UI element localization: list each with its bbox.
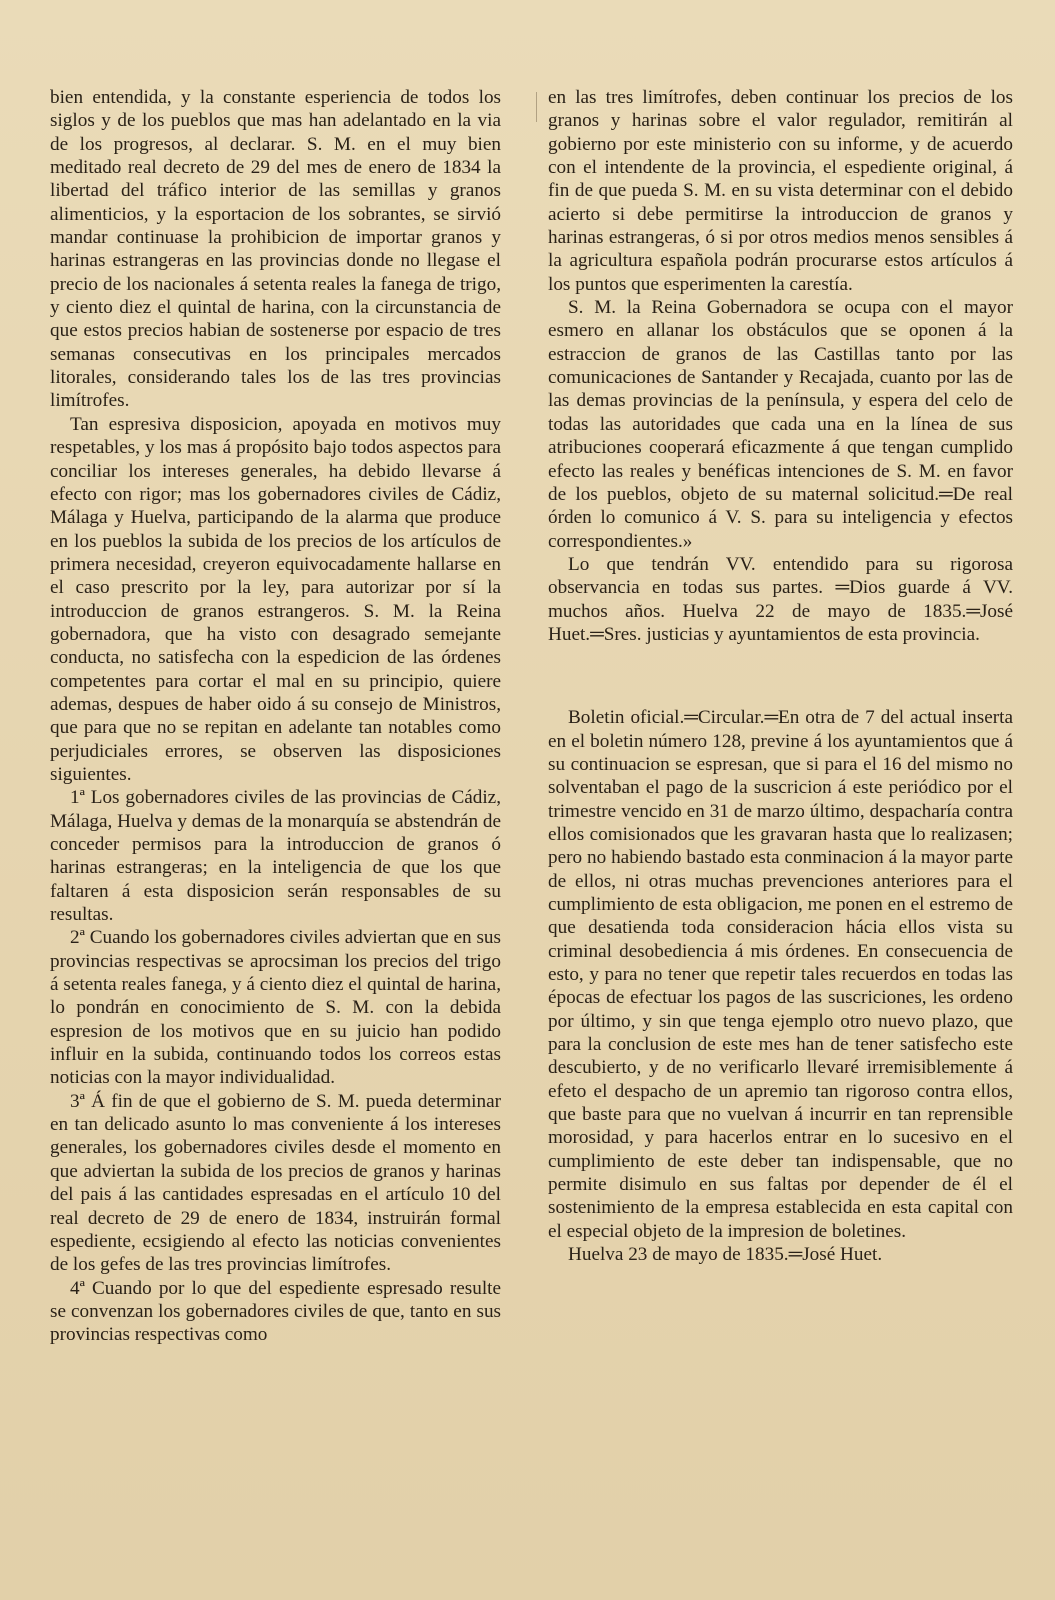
right-column [548,86,1013,1267]
paragraph: en las tres limítrofes, deben continuar los precios de los granos y harinas sobre el valor regulador, remitirán al gobierno por este ministerio con su informe, y de acuerdo con el intendente de la provincia, el espediente original, á fin de que pueda S. M. en su vista determinar con el debido acierto si debe permitirse la introduccion de granos y harinas estrangeras, ó si por otros medios menos sensibles á la agricultura española podrán procurarse estos artículos á los puntos que esperimenten la carestía. [548,87,1013,295]
left-column [50,86,501,1347]
section-gap [548,646,1013,706]
paragraph: Tan espresiva disposicion, apoyada en motivos muy respetables, y los mas á propósito bajo todos aspectos para conciliar los intereses generales, ha debido llevarse á efecto con rigor; mas los gobernadores civiles de Cádiz, Málaga y Huelva, participando de la alarma que produce en los pueblos la subida de los precios de los artículos de primera necesidad, creyeron equivocadamente hallarse en el caso prescrito por la ley, para autorizar por sí la introduccion de granos estrangeros. S. M. la Reina gobernadora, que ha visto con desagrado semejante conducta, no satisfecha con la espedicion de las órdenes competentes para cortar el mal en su principio, quiere ademas, despues de haber oido á su consejo de Ministros, que para que no se repitan en adelante tan notables como perjudiciales errores, se observen las disposiciones siguientes. [50,413,501,785]
paragraph: Lo que tendrán VV. entendido para su rigorosa observancia en todas sus partes. ═Dios guarde á VV. muchos años. Huelva 22 de mayo de 1835.═José Huet.═Sres. justicias y ayuntamientos de esta provincia. [548,553,1013,645]
paragraph: bien entendida, y la constante esperiencia de todos los siglos y de los pueblos que mas han adelantado en la via de los progresos, al declarar. S. M. en el muy bien meditado real decreto de 29 del mes de enero de 1834 la libertad del tráfico interior de las semillas y granos alimenticios, y la esportacion de los sobrantes, se sirvió mandar continuase la prohibicion de importar granos y harinas estrangeras en las provincias donde no llegase el precio de los nacionales á setenta reales la fanega de trigo, y ciento diez el quintal de harina, con la circunstancia de que estos precios habian de sostenerse por espacio de tres semanas consecutivas en los principales mercados litorales, considerando tales los de las tres provincias limítrofes. [50,87,501,412]
paragraph: S. M. la Reina Gobernadora se ocupa con el mayor esmero en allanar los obstáculos que se oponen á la estraccion de granos de las Castillas tanto por las comunicaciones de Santander y Recajada, cuanto por las de las demas provincias de la península, y espera del celo de todas las autoridades que cada una en la línea de sus atribuciones cooperará eficazmente á que tengan cumplido efecto las reales y benéficas intenciones de S. M. en favor de los pueblos, objeto de su maternal solicitud.═De real órden lo comunico á V. S. para su inteligencia y efectos correspondientes.» [548,297,1013,552]
signature-line: Huelva 23 de mayo de 1835.═José Huet. [568,1244,883,1266]
article-4: 4ª Cuando por lo que del espediente espresado resulte se convenzan los gobernadores civiles de que, tanto en sus provincias respectivas como [50,1277,501,1346]
circular-paragraph: Boletin oficial.═Circular.═En otra de 7 del actual inserta en el boletin número 128, previne á los ayuntamientos que á su continuacion se espresan, que si para el 16 del mismo no solventaban el pago de la suscricion á este periódico por el trimestre vencido en 31 de marzo último, despacharía contra ellos comisionados que les gravaran hasta que lo realizasen; pero no habiendo bastado esta conminacion á la mayor parte de ellos, ni otras muchas prevenciones anteriores para el cumplimiento de esta obligacion, me ponen en el estremo de que desatienda toda consideracion hácia ellos vista su criminal desobediencia á mis órdenes. En consecuencia de esto, y para no tener que repetir tales recuerdos en todas las épocas de efectuar los pagos de las suscriciones, les ordeno por último, y sin que tenga ejemplo otro nuevo plazo, que para la conclusion de este mes han de tener satisfecho este descubierto, y de no verificarlo llevaré irremisiblemente á efeto el despacho de un apremio tan rigoroso contra ellos, que baste para que no vuelvan á incurrir en tan reprensible morosidad, y para hacerlos entrar en lo sucesivo en el cumplimiento de este deber tan indispensable, que no permite disimulo en sus faltas por depender de él el sostenimiento de la empresa establecida en esta capital con el especial objeto de la impresion de boletines. [548,707,1013,1242]
article-2: 2ª Cuando los gobernadores civiles adviertan que en sus provincias respectivas se aprocsiman los precios del trigo á setenta reales fanega, y á ciento diez el quintal de harina, lo pondrán en conocimiento de S. M. con la debida espresion de los motivos que en su juicio han podido influir en la subida, continuando todos los correos estas noticias con la mayor individualidad. [50,927,501,1089]
column-divider [536,92,537,122]
article-3: 3ª Á fin de que el gobierno de S. M. pueda determinar en tan delicado asunto lo mas conveniente á los intereses generales, los gobernadores civiles desde el momento en que adviertan la subida de los precios de granos y harinas del pais á las cantidades espresadas en el artículo 10 del real decreto de 29 de enero de 1834, instruirán formal espediente, ecsigiendo al efecto las noticias convenientes de los gefes de las tres provincias limítrofes. [50,1090,501,1276]
article-1: 1ª Los gobernadores civiles de las provincias de Cádiz, Málaga, Huelva y demas de la monarquía se abstendrán de conceder permisos para la introduccion de granos ó harinas estrangeras; en la inteligencia de que los que faltaren á esta disposicion serán responsables de su resultas. [50,787,501,926]
